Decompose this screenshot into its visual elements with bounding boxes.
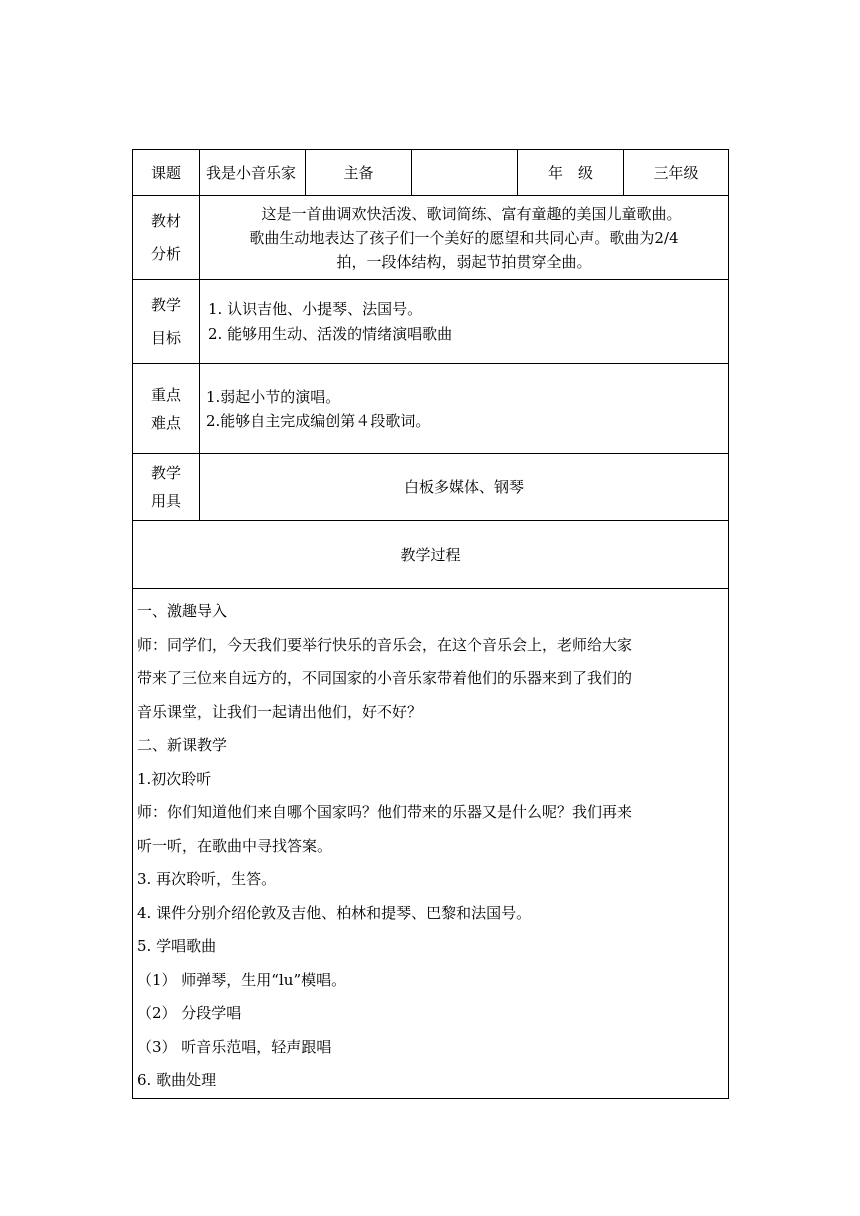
process-line: 6. 歌曲处理 xyxy=(137,1071,217,1089)
key-points-list xyxy=(200,364,729,454)
tools-value: 白板多媒体、钢琴 xyxy=(200,454,729,521)
lead-value xyxy=(412,150,518,196)
process-line: （1） 师弹琴，生用“lu”模唱。 xyxy=(137,970,347,989)
process-line: 师：你们知道他们来自哪个国家吗？他们带来的乐器又是什么呢？我们再来 xyxy=(137,803,633,821)
process-line: 3. 再次聆听，生答。 xyxy=(137,870,277,888)
process-line: 音乐课堂，让我们一起请出他们，好不好？ xyxy=(137,702,423,721)
process-line: 带来了三位来自远方的，不同国家的小音乐家带着他们的乐器来到了我们的 xyxy=(137,669,633,687)
key-points-row xyxy=(133,364,729,454)
process-line: 听一听，在歌曲中寻找答案。 xyxy=(137,836,333,855)
lesson-plan-document xyxy=(132,149,728,1099)
objective-item: 1. 认识吉他、小提琴、法国号。 xyxy=(208,299,423,318)
tools-label: 教学 用具 xyxy=(133,454,200,521)
tools-row xyxy=(133,454,729,521)
lead-label: 主备 xyxy=(306,150,412,196)
objectives-row xyxy=(133,280,729,364)
process-line: 1.初次聆听 xyxy=(137,769,212,788)
grade-value: 三年级 xyxy=(624,150,729,196)
process-line: （3） 听音乐范唱，轻声跟唱 xyxy=(137,1037,332,1056)
key-point-item: 2.能够自主完成编创第４段歌词。 xyxy=(206,411,431,430)
process-line: 4. 课件分别介绍伦敦及吉他、柏林和提琴、巴黎和法国号。 xyxy=(137,903,532,922)
key-points-label: 重点 难点 xyxy=(133,364,200,454)
objectives-label: 教学 目标 xyxy=(133,280,200,364)
process-title: 教学过程 xyxy=(133,521,729,589)
key-point-item: 1.弱起小节的演唱。 xyxy=(206,387,341,406)
analysis-row xyxy=(133,196,729,280)
analysis-text: 这是一首曲调欢快活泼、歌词简练、富有童趣的美国儿童歌曲。 歌曲生动地表达了孩子们一个美好的愿望和共同心声。歌曲为2/4 拍，一段体结构，弱起节拍贯穿全曲。 xyxy=(200,196,729,280)
process-line: 师：同学们，今天我们要举行快乐的音乐会，在这个音乐会上，老师给大家 xyxy=(137,635,633,654)
grade-label: 年 级 xyxy=(518,150,624,196)
process-content-row xyxy=(133,589,729,1099)
analysis-label: 教材 分析 xyxy=(133,196,200,280)
process-line: 5. 学唱歌曲 xyxy=(137,937,217,955)
process-content xyxy=(133,589,729,1099)
process-line: （2） 分段学唱 xyxy=(137,1004,242,1022)
lesson-plan-table xyxy=(132,149,729,1099)
process-line: 二、新课教学 xyxy=(137,736,228,754)
topic-value: 我是小音乐家 xyxy=(200,150,306,196)
process-title-row xyxy=(133,521,729,589)
objective-item: 2. 能够用生动、活泼的情绪演唱歌曲 xyxy=(208,324,453,343)
process-line: 一、激趣导入 xyxy=(137,602,228,620)
header-row xyxy=(133,150,729,196)
objectives-list xyxy=(200,280,729,364)
topic-label: 课题 xyxy=(133,150,200,196)
